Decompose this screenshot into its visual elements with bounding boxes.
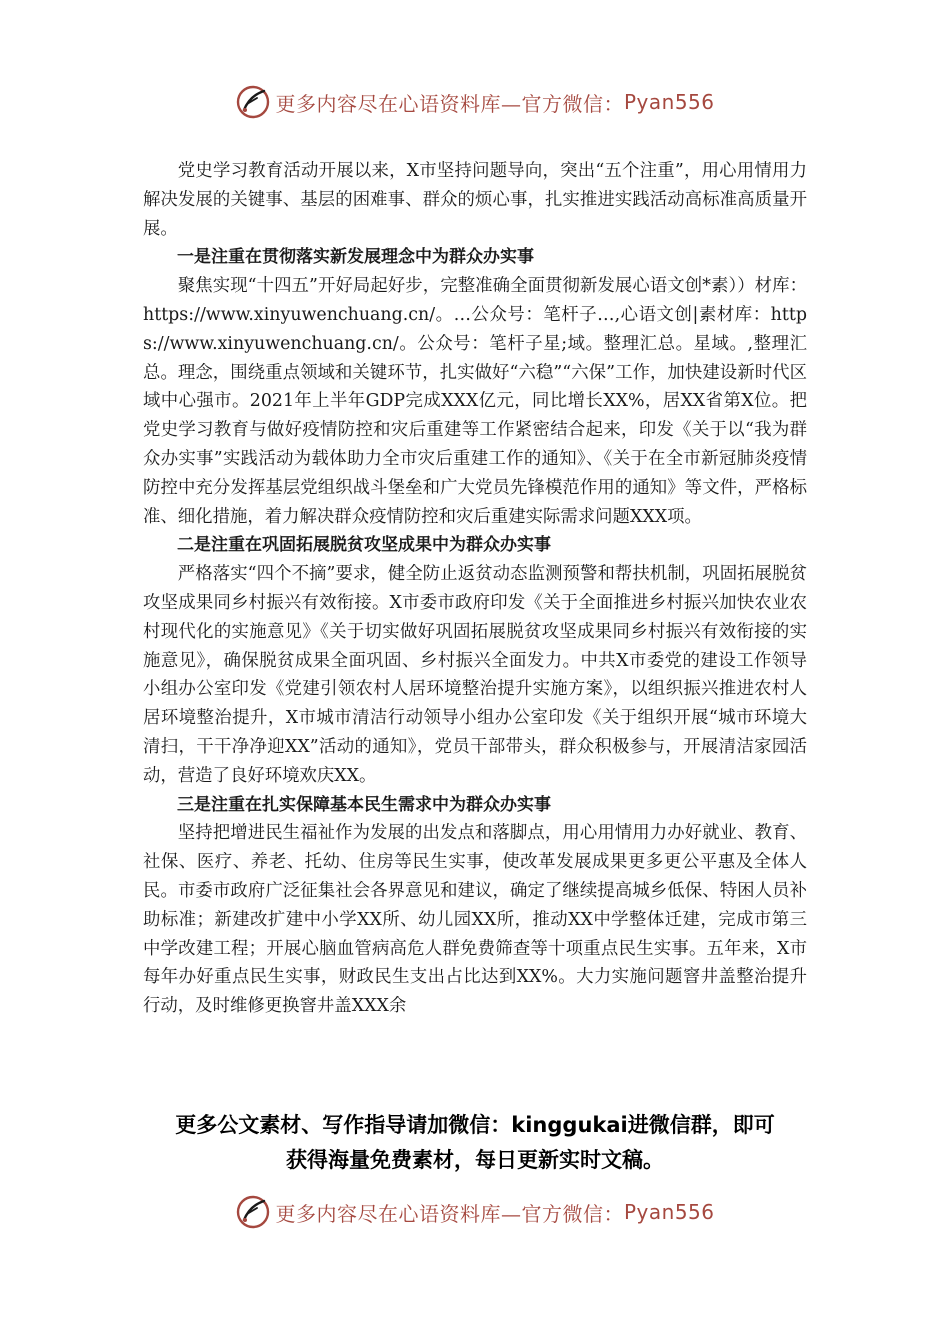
banner-text: 更多内容尽在心语资料库—官方微信： <box>275 91 624 116</box>
brand-logo-icon <box>235 84 271 120</box>
banner-wechat-id: Pyan556 <box>623 90 715 114</box>
banner-wechat-id: Pyan556 <box>623 1200 715 1224</box>
paragraph-section-2: 严格落实“四个不摘”要求，健全防止返贫动态监测预警和帮扶机制，巩固拓展脱贫攻坚成果同乡村振兴有效衔接。X市委市政府印发《关于全面推进乡村振兴加快农业农村现代化的实施意见》《关于切实做好巩固拓展脱贫攻坚成果同乡村振兴有效衔接的实施意见》，确保脱贫成果全面巩固、乡村振兴全面发力。中共X市委党的建设工作领导小组办公室印发《党建引领农村人居环境整治提升实施方案》，以组织振兴推进农村人居环境整治提升，X市城市清洁行动领导小组办公室印发《关于组织开展“城市环境大清扫，干干净净迎XX”活动的通知》，党员干部带头，群众积极参与，开展清洁家园活动，营造了良好环境欢庆XX。 <box>143 564 807 786</box>
footer-banner <box>0 1192 950 1232</box>
banner-text: 更多内容尽在心语资料库—官方微信： <box>275 1201 624 1226</box>
promo-notice <box>0 1108 950 1178</box>
article-body <box>143 157 807 1021</box>
promo-line-2: 获得海量免费素材，每日更新实时文稿。 <box>286 1148 664 1172</box>
promo-line-1: 更多公文素材、写作指导请加微信：kinggukai进微信群，即可 <box>175 1113 775 1137</box>
header-banner <box>0 82 950 122</box>
brand-logo-icon <box>235 1194 271 1230</box>
section-heading-2: 二是注重在巩固拓展脱贫攻坚成果中为群众办实事 <box>177 535 551 556</box>
section-heading-3: 三是注重在扎实保障基本民生需求中为群众办实事 <box>177 794 551 815</box>
paragraph-section-3: 坚持把增进民生福祉作为发展的出发点和落脚点，用心用情用力办好就业、教育、社保、医疗、养老、托幼、住房等民生实事，使改革发展成果更多更公平惠及全体人民。市委市政府广泛征集社会各界意见和建议，确定了继续提高城乡低保、特困人员补助标准；新建改扩建中小学XX所、幼儿园XX所，推动XX中学整体迁建，完成市第三中学改建工程；开展心脑血管病高危人群免费筛查等十项重点民生实事。五年来，X市每年办好重点民生实事，财政民生支出占比达到XX%。大力实施问题窨井盖整治提升行动，及时维修更换窨井盖XXX余 <box>143 823 807 1017</box>
section-heading-1: 一是注重在贯彻落实新发展理念中为群众办实事 <box>177 247 534 268</box>
paragraph-section-1: 聚焦实现“十四五”开好局起好步，完整准确全面贯彻新发展心语文创*素））材库：https://www.xinyuwenchuang.cn/。…公众号：笔杆子…,心语文创|素材库：https://www.xinyuwenchuang.cn/。公众号：笔杆子星;域。整理汇总。星域。,整理汇总。理念，围绕重点领域和关键环节，扎实做好“六稳”“六保”工作，加快建设新时代区域中心强市。2021年上半年GDP完成XXX亿元，同比增长XX%，居XX省第X位。把党史学习教育与做好疫情防控和灾后重建等工作紧密结合起来，印发《关于以“我为群众办实事”实践活动为载体助力全市灾后重建工作的通知》、《关于在全市新冠肺炎疫情防控中充分发挥基层党组织战斗堡垒和广大党员先锋模范作用的通知》等文件，严格标准、细化措施，着力解决群众疫情防控和灾后重建实际需求问题XXX项。 <box>143 276 807 527</box>
paragraph-intro: 党史学习教育活动开展以来，X市坚持问题导向，突出“五个注重”，用心用情用力解决发展的关键事、基层的困难事、群众的烦心事，扎实推进实践活动高标准高质量开展。 <box>143 161 807 239</box>
